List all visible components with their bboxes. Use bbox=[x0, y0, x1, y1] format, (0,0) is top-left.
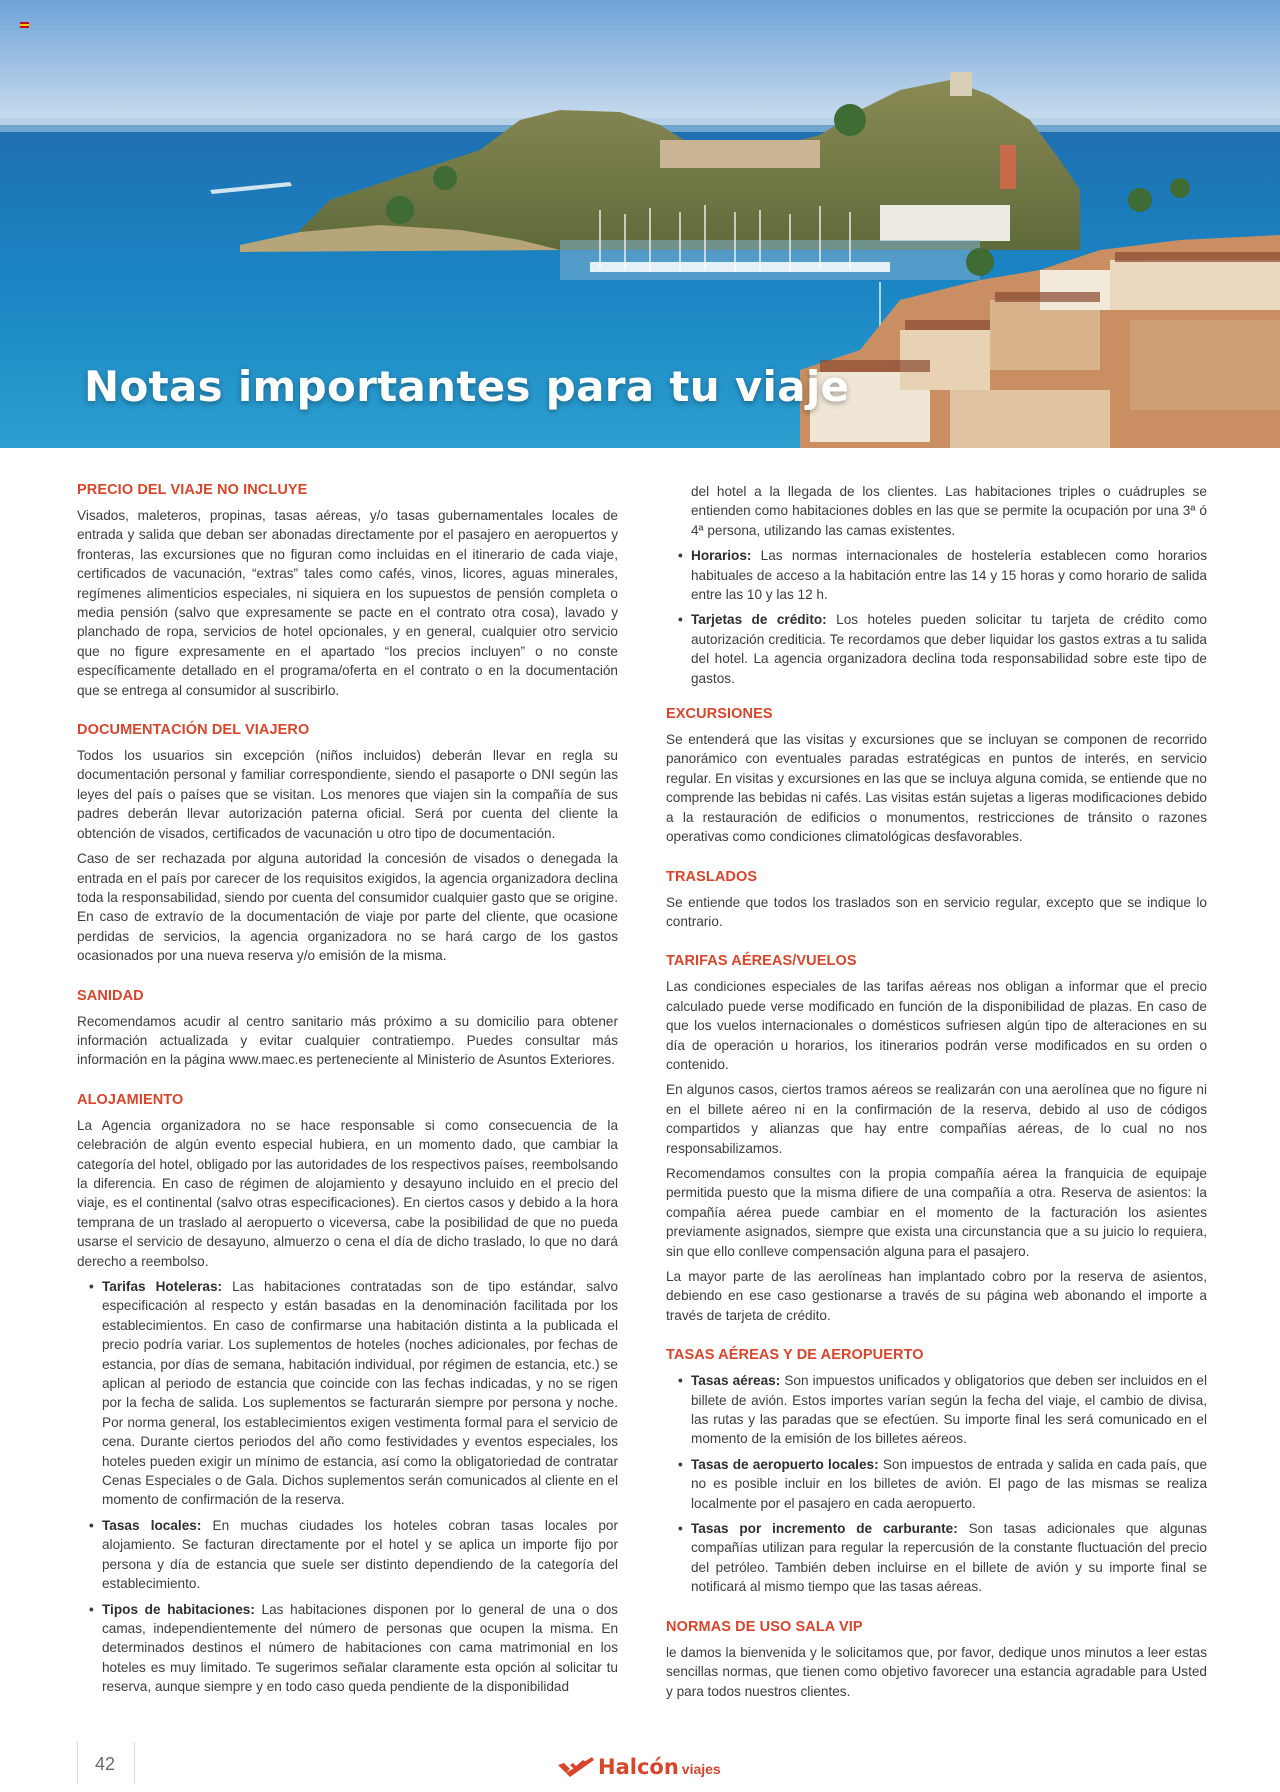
list-item bbox=[102, 1277, 618, 1510]
item-label: Horarios: bbox=[691, 548, 752, 564]
item-label: Tasas por incremento de carburante: bbox=[691, 1521, 958, 1537]
brand-name: Halcón bbox=[598, 1755, 679, 1779]
paragraph: Recomendamos acudir al centro sanitario más próximo a su domicilio para obtener información actualizada y evitar cualquier contratiempo. Puedes consultar más información en la página www.maec.es perteneciente al Ministerio de Asuntos Exteriores. bbox=[77, 1013, 618, 1068]
item-label: Tasas locales: bbox=[102, 1517, 202, 1533]
section-title: ALOJAMIENTO bbox=[77, 1091, 184, 1108]
list-item bbox=[102, 1600, 618, 1697]
paragraph: La mayor parte de las aerolíneas han implantado cobro por la reserva de asientos, debiendo en ese caso gestionarse a través de su página web abonando el importe a través de tarjeta de crédito. bbox=[666, 1269, 1207, 1323]
flag-icon bbox=[20, 22, 29, 28]
item-text: Los hoteles pueden solicitar tu tarjeta de crédito como autorización crediticia. Te recordamos que deber liquidar los gastos extras a tu salida del hotel. La agencia organizadora declina toda responsabilidad sobre este tipo de gastos. bbox=[691, 612, 1207, 686]
list-item bbox=[691, 546, 1207, 604]
section-excursiones bbox=[666, 706, 1207, 846]
paragraph: La Agencia organizadora no se hace responsable si como consecuencia de la celebración de algún evento especial hubiera, en un momento dado, que cambiar la categoría del hotel, obligado por las autoridades de los respectivos países, reembolsando la diferencia. En caso de régimen de alojamiento y desayuno incluido en el precio del viaje, es el continental (salvo otras especificaciones). En ciertos casos y debido a la hora temprana de un traslado al aeropuerto o viceversa, cabe la posibilidad de que no pueda usarse el servicio de desayuno, almuerzo o cena el día de dicho traslado, lo que no dará derecho a reembolso. bbox=[77, 1117, 618, 1269]
page-number: 42 bbox=[95, 1754, 116, 1774]
item-label: Tarifas Hoteleras: bbox=[102, 1279, 223, 1294]
hero-banner bbox=[0, 0, 1280, 448]
item-text: Son impuestos unificados y obligatorios que deben ser incluidos en el billete de avión. Estos importes varían según la fecha del viaje, el cambio de divisa, las rutas y las paradas que se efectúen. Su importe final les será comunicado en el momento de la emisión de los billetes aéreos. bbox=[691, 1373, 1207, 1447]
paragraph: Visados, maleteros, propinas, tasas aéreas, y/o tasas gubernamentales locales de entrada y salida que deban ser abonadas directamente por el pasajero en aeropuertos y fronteras, las excursiones que no figuran como incluidas en el itinerario de cada viaje, certificados de vacunación, “extras” tales como cafés, vinos, licores, aguas minerales, regímenes alimenticios especiales, ni siquiera en los supuestos de pensión completa o media pensión (salvo que expresamente se pacte en el contrato otra cosa), lavado y planchado de ropa, servicios de hotel opcionales, y en general, cualquier otro servicio que no figure expresamente en el apartado “los precios incluyen” o no conste específicamente detallado en el programa/oferta en el contrato o en la documentación que se entrega al consumidor al suscribirlo. bbox=[77, 508, 618, 698]
halcon-logo-icon bbox=[556, 1755, 596, 1779]
section-tarifas bbox=[666, 953, 1207, 1325]
item-label: Tasas aéreas: bbox=[691, 1373, 781, 1389]
footer-divider bbox=[134, 1742, 135, 1784]
section-traslados bbox=[666, 869, 1207, 932]
list-item bbox=[102, 1516, 618, 1594]
section-vip bbox=[666, 1619, 1207, 1701]
item-text: Las habitaciones disponen por lo general de una o dos camas, independientemente del número de personas que ocupen la misma. En determinados destinos el número de habitaciones con cama matrimonial en los hoteles es muy limitado. Te sugerimos señalar claramente esta opción al solicitar tu reserva, aunque siempre y en todo caso queda pendiente de la disponibilidad bbox=[102, 1601, 618, 1695]
section-title: TARIFAS AÉREAS/VUELOS bbox=[666, 953, 857, 970]
paragraph: Se entiende que todos los traslados son en servicio regular, excepto que se indique lo contrario. bbox=[666, 894, 1207, 929]
section-sanidad bbox=[77, 988, 618, 1070]
item-text: Son impuestos de entrada y salida en cada país, que no es posible incluir en los billetes de avión. El pago de las mismas se realiza localmente por el pasajero en cada aeropuerto. bbox=[691, 1456, 1208, 1511]
list-item bbox=[691, 610, 1207, 688]
list-item bbox=[691, 1519, 1207, 1597]
item-text: Las normas internacionales de hostelería establecen como horarios habituales de acceso a la habitación entre las 14 y 15 horas y como horario de salida entre las 10 y las 12 h. bbox=[691, 548, 1207, 603]
section-tasas bbox=[666, 1347, 1207, 1596]
bullet-list bbox=[666, 1371, 1207, 1596]
paragraph: Caso de ser rechazada por alguna autoridad la concesión de visados o denegada la entrada en el país por carecer de los requisitos exigidos, la agencia organizadora declina toda la responsabilidad, siendo por cuenta del consumidor cualquier gasto que se origine. En caso de extravío de la documentación de viaje por parte del cliente, que ocasione perdidas de servicios, la agencia organizadora no se hará cargo de los gastos ocasionados por una nueva reserva y/o emisión de la misma. bbox=[77, 851, 618, 964]
bullet-list bbox=[666, 546, 1207, 688]
section-title: TRASLADOS bbox=[666, 868, 758, 885]
paragraph: Las condiciones especiales de las tarifas aéreas nos obligan a informar que el precio calculado puede verse modificado en función de la disponibilidad de plazas. En caso de que los vuelos internacionales o domésticos sufriesen algún tipo de alteraciones en su día de operación u horarios, los itinerarios podrán verse modificados en su orden o contenido. bbox=[666, 979, 1207, 1072]
item-label: Tipos de habitaciones: bbox=[102, 1601, 255, 1617]
paragraph: le damos la bienvenida y le solicitamos que, por favor, dedique unos minutos a leer estas sencillas normas, que tienen como objetivo favorecer una estancia agradable para Usted y para todos nuestros clientes. bbox=[666, 1644, 1207, 1699]
bullet-list bbox=[77, 1277, 618, 1697]
list-item bbox=[691, 1455, 1207, 1513]
right-column bbox=[666, 482, 1207, 1723]
brand-sub: viajes bbox=[681, 1761, 721, 1777]
footer-divider bbox=[77, 1742, 78, 1784]
section-title: DOCUMENTACIÓN DEL VIAJERO bbox=[77, 722, 310, 739]
item-text: En muchas ciudades los hoteles cobran tasas locales por alojamiento. Se facturan directamente por el hotel y se aplica un importe fijo por persona y día de estancia que suele ser distinto dependiendo de la categoría del establecimiento. bbox=[102, 1517, 618, 1592]
section-title: TASAS AÉREAS Y DE AEROPUERTO bbox=[666, 1347, 924, 1364]
item-label: Tarjetas de crédito: bbox=[691, 612, 827, 628]
section-title: SANIDAD bbox=[77, 987, 144, 1004]
brand-logo bbox=[556, 1755, 721, 1779]
section-alojamiento bbox=[77, 1092, 618, 1697]
paragraph: Todos los usuarios sin excepción (niños incluidos) deberán llevar en regla su documentación personal y familiar correspondiente, siendo el pasaporte o DNI según las leyes del país o países que se visitan. Los menores que viajen sin la compañía de sus padres deberán llevar autorización paterna oficial. Será por cuenta del cliente la obtención de visados, certificados de vacunación u otro tipo de documentación. bbox=[77, 748, 618, 841]
item-text: Las habitaciones contratadas son de tipo estándar, salvo especificación al respecto y están basadas en la denominación facilitada por los establecimientos. En caso de confirmarse una habitación distinta a la publicada el precio podría variar. Los suplementos de hoteles (noches adicionales, por fechas de estancia, por días de semana, habitación individual, por régimen de estancia, etc.) se aplican al periodo de estancia que coincide con las fechas indicadas, y no se rigen por la fecha de salida. Los suplementos se facturarán siempre por persona y noche. Por norma general, los establecimientos exigen vestimenta formal para el servicio de cena. Durante ciertos periodos del año como festividades y eventos especiales, los hoteles pueden exigir un mínimo de estancia, así como la obligatoriedad de contratar Cenas Especiales o de Gala. Dichos suplementos serán comunicados al cliente en el momento de confirmación de la reserva. bbox=[102, 1279, 618, 1508]
section-precio bbox=[77, 482, 618, 700]
list-item bbox=[691, 1371, 1207, 1449]
section-documentacion bbox=[77, 722, 618, 965]
continued-text: del hotel a la llegada de los clientes. Las habitaciones triples o cuádruples se entienden como habitaciones dobles en las que se permite la ocupación por una 3ª ó 4ª persona, utilizando las camas existentes. bbox=[691, 484, 1207, 538]
section-title: EXCURSIONES bbox=[666, 706, 773, 723]
section-title: PRECIO DEL VIAJE NO INCLUYE bbox=[77, 482, 308, 498]
paragraph: Recomendamos consultes con la propia compañía aérea la franquicia de equipaje permitida puesto que la misma difiere de una compañía a otra. Reserva de asientos: la compañía aérea puede cambiar en el momento de la facturación los asientes previamente asignados, siempre que exista una circunstancia que a su juicio lo requiera, sin que ello conlleve compensación alguna para el pasajero. bbox=[666, 1165, 1207, 1259]
item-text: Son tasas adicionales que algunas compañías utilizan para regular la repercusión de la constante fluctuación del precio del petróleo. También deben incluirse en el billete de avión y su importe final se notificará al mismo tiempo que las tasas aéreas. bbox=[691, 1521, 1207, 1595]
section-title: NORMAS DE USO SALA VIP bbox=[666, 1618, 863, 1635]
item-label: Tasas de aeropuerto locales: bbox=[691, 1456, 879, 1472]
paragraph: En algunos casos, ciertos tramos aéreos se realizarán con una aerolínea que no figure ni en el billete aéreo ni en la confirmación de la reserva, debido al uso de códigos compartidos y alianzas que hay entre compañías aéreas, de lo cual no nos responsabilizamos. bbox=[666, 1082, 1207, 1156]
left-column bbox=[77, 482, 618, 1719]
page-title: Notas importantes para tu viaje bbox=[84, 362, 850, 411]
paragraph: Se entenderá que las visitas y excursiones que se incluyan se componen de recorrido panorámico con eventuales paradas estratégicas en puntos de interés, en servicio regular. En visitas y excursiones en las que se incluya alguna comida, se entiende que no comprende las bebidas ni cafés. Las visitas están sujetas a ligeras modificaciones debido a la restauración de edificios o monumentos, restricciones de tránsito o razones operativas como condiciones climatológicas desfavorables. bbox=[666, 732, 1207, 845]
